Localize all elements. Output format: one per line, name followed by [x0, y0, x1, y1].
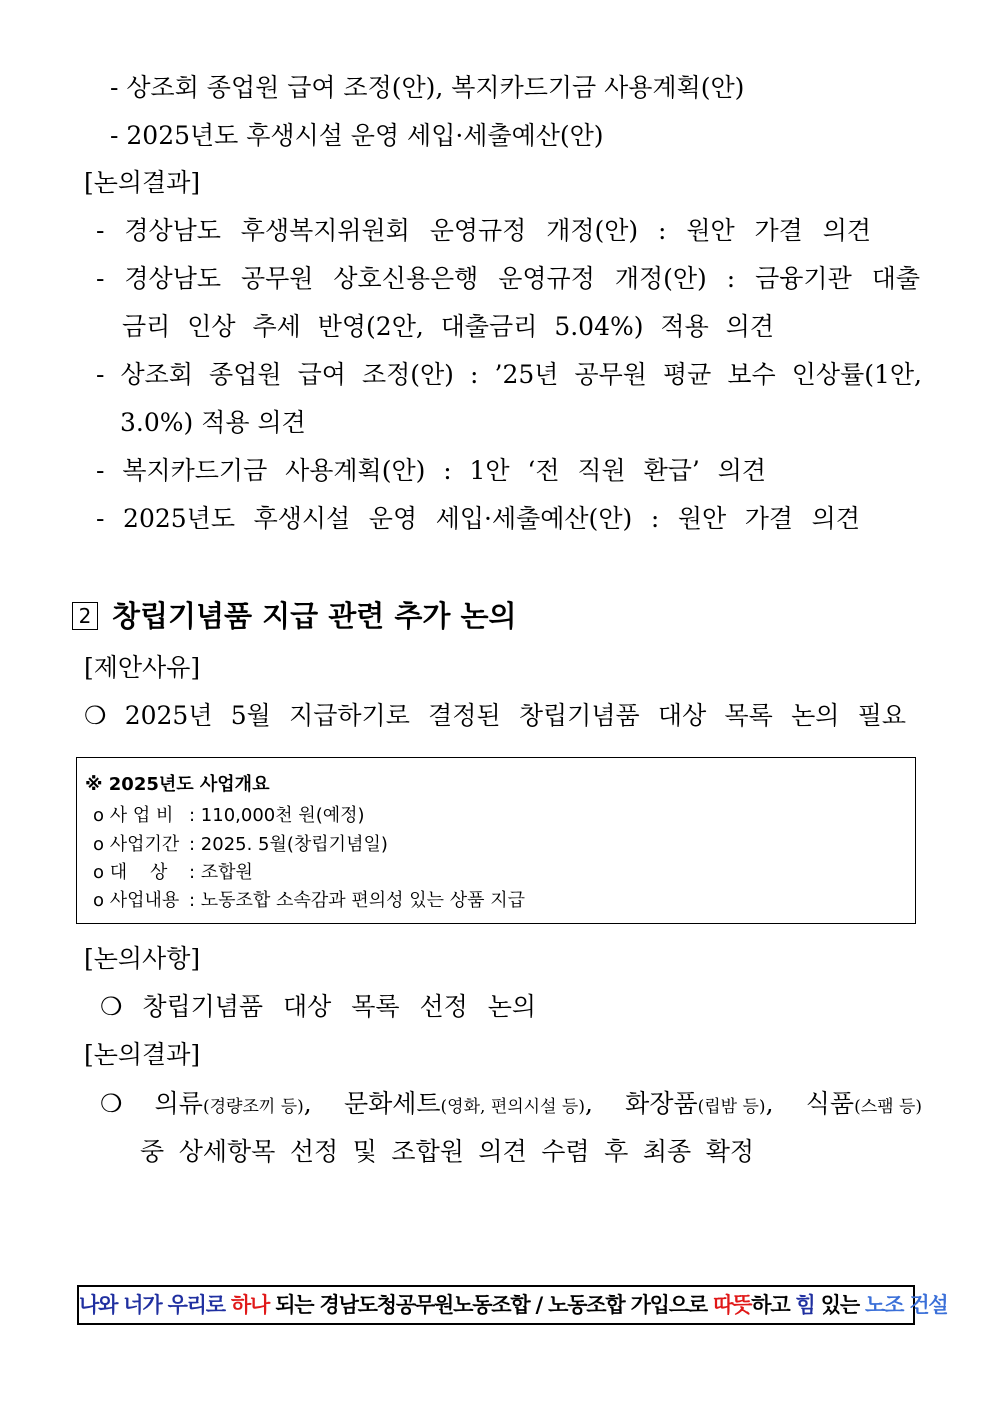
box-item-label: o 사업내용: [93, 890, 180, 911]
box-item-value: : 노동조합 소속감과 편의성 있는 상품 지급: [189, 890, 525, 911]
section-number-box: 2: [72, 602, 98, 630]
banner-part: 따뜻: [713, 1293, 752, 1317]
section-2-heading: [72, 596, 517, 636]
final-item-cosmetics: 화장품(립밤 등),: [625, 1089, 774, 1118]
box-item-budget: [93, 801, 365, 827]
final-item-clothing: 의류(경량조끼 등),: [154, 1089, 312, 1118]
result-item-1: - 경상남도 후생복지위원회 운영규정 개정(안) : 원안 가결 의견: [96, 216, 871, 245]
final-result-line-1: [100, 1088, 922, 1123]
box-item-label: o 사업기간: [93, 834, 180, 855]
banner-part: 나와 너가 우리로: [79, 1293, 231, 1317]
box-title: ※ 2025년도 사업개요: [85, 774, 270, 795]
box-item-value: : 110,000천 원(예정): [189, 805, 365, 826]
top-item-2: - 2025년도 후생시설 운영 세입·세출예산(안): [110, 121, 604, 150]
banner-part: 하고: [751, 1293, 796, 1317]
result-item-2: - 경상남도 공무원 상호신용은행 운영규정 개정(안) : 금융기관 대출: [96, 264, 920, 293]
reason-label: [제안사유]: [84, 653, 201, 682]
box-item-target: [93, 858, 253, 884]
banner-part: 힘: [795, 1293, 815, 1317]
top-item-1: - 상조회 종업원 급여 조정(안), 복지카드기금 사용계획(안): [110, 73, 745, 102]
result-label-1: [논의결과]: [84, 168, 201, 197]
final-item-culture: 문화세트(영화, 편의시설 등),: [343, 1089, 593, 1118]
result-item-3: - 상조회 종업원 급여 조정(안) : ’25년 공무원 평균 보수 인상률(1안,: [96, 360, 922, 389]
reason-text: ❍ 2025년 5월 지급하기로 결정된 창립기념품 대상 목록 논의 필요: [84, 701, 906, 730]
box-item-content: [93, 886, 525, 912]
final-item-food: 식품(스팸 등): [805, 1089, 922, 1118]
box-item-label: o 사 업 비: [93, 805, 174, 826]
box-item-value: : 2025. 5월(창립기념일): [189, 834, 388, 855]
box-item-period: [93, 830, 388, 856]
box-item-value: : 조합원: [189, 862, 253, 883]
result-item-4: - 복지카드기금 사용계획(안) : 1안 ‘전 직원 환급’ 의견: [96, 456, 766, 485]
banner-part: 노조 건설: [865, 1293, 948, 1317]
discussion-text: ❍ 창립기념품 대상 목록 선정 논의: [100, 992, 536, 1021]
banner-part: 있는: [814, 1293, 866, 1317]
box-item-label: o 대 상: [93, 862, 168, 883]
result-item-2-cont: 금리 인상 추세 반영(2안, 대출금리 5.04%) 적용 의견: [122, 312, 774, 341]
result-item-3-cont: 3.0%) 적용 의견: [120, 408, 306, 437]
discussion-label: [논의사항]: [84, 944, 201, 973]
union-slogan-banner: [77, 1285, 948, 1325]
banner-part: 하나: [230, 1293, 270, 1317]
result-item-5: - 2025년도 후생시설 운영 세입·세출예산(안) : 원안 가결 의견: [96, 504, 860, 533]
result-label-2: [논의결과]: [84, 1040, 201, 1069]
bullet: ❍: [100, 1089, 123, 1118]
banner-part: 되는 경남도청공무원노동조합 / 노동조합 가입으로: [269, 1293, 714, 1317]
business-overview-box: [76, 757, 916, 924]
section-2-title: 창립기념품 지급 관련 추가 논의: [112, 599, 517, 633]
final-result-line-2: 중 상세항목 선정 및 조합원 의견 수렴 후 최종 확정: [140, 1137, 754, 1166]
